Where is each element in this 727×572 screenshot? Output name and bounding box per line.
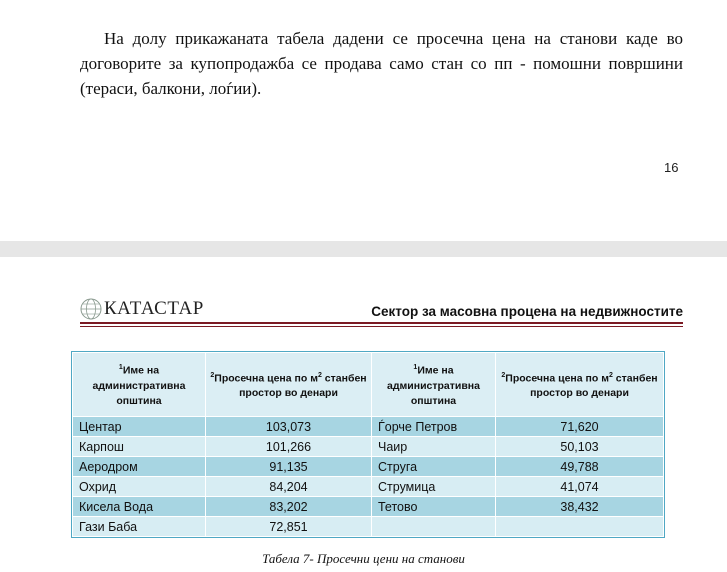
municipality-cell: Тетово <box>372 497 496 517</box>
table-row <box>73 517 664 537</box>
price-cell: 38,432 <box>496 497 664 517</box>
body-paragraph <box>80 26 683 101</box>
price-cell: 41,074 <box>496 477 664 497</box>
header-price-2: $^2$Просечна цена по $м^2$ станбен простор во денари <box>496 353 664 417</box>
price-cell: 103,073 <box>206 417 372 437</box>
table-row <box>73 477 664 497</box>
page-number: 16 <box>664 160 679 175</box>
table-row <box>73 437 664 457</box>
municipality-cell <box>372 517 496 537</box>
municipality-cell: Чаир <box>372 437 496 457</box>
municipality-cell: Охрид <box>73 477 206 497</box>
header-municipality-1: $^1$Име на административна општина <box>73 353 206 417</box>
price-cell: 72,851 <box>206 517 372 537</box>
price-cell: 101,266 <box>206 437 372 457</box>
katastar-logo <box>80 294 204 324</box>
municipality-cell: Ѓорче Петров <box>372 417 496 437</box>
municipality-cell: Аеродром <box>73 457 206 477</box>
municipality-cell: Кисела Вода <box>73 497 206 517</box>
price-table <box>72 352 664 537</box>
table-row <box>73 457 664 477</box>
logo-text: КАТАСТАР <box>104 298 204 319</box>
page-gap <box>0 241 727 257</box>
price-cell: 84,204 <box>206 477 372 497</box>
municipality-cell: Карпош <box>73 437 206 457</box>
header-municipality-2: $^1$Име на административна општина <box>372 353 496 417</box>
price-cell: 83,202 <box>206 497 372 517</box>
header-price-1: $^2$Просечна цена по $м^2$ станбен простор во денари <box>206 353 372 417</box>
globe-icon <box>80 298 102 320</box>
municipality-cell: Центар <box>73 417 206 437</box>
table-row <box>73 497 664 517</box>
header-rule <box>80 322 683 324</box>
price-cell: 91,135 <box>206 457 372 477</box>
table-header-row <box>73 353 664 417</box>
price-cell: 71,620 <box>496 417 664 437</box>
municipality-cell: Струга <box>372 457 496 477</box>
table-caption: Табела 7- Просечни цени на станови <box>262 551 465 566</box>
price-cell: 49,788 <box>496 457 664 477</box>
municipality-cell: Гази Баба <box>73 517 206 537</box>
price-cell: 50,103 <box>496 437 664 457</box>
table-row <box>73 417 664 437</box>
municipality-cell: Струмица <box>372 477 496 497</box>
paragraph-text: На долу прикажаната табела дадени се просечна цена на станови каде во договорите за купопродажба се продава само стан со пп - помошни површини (тераси, балкони, лоѓии). <box>80 29 683 98</box>
price-cell <box>496 517 664 537</box>
sector-title: Сектор за масовна процена на недвижностите <box>371 304 683 319</box>
header-rule-thin <box>80 326 683 327</box>
